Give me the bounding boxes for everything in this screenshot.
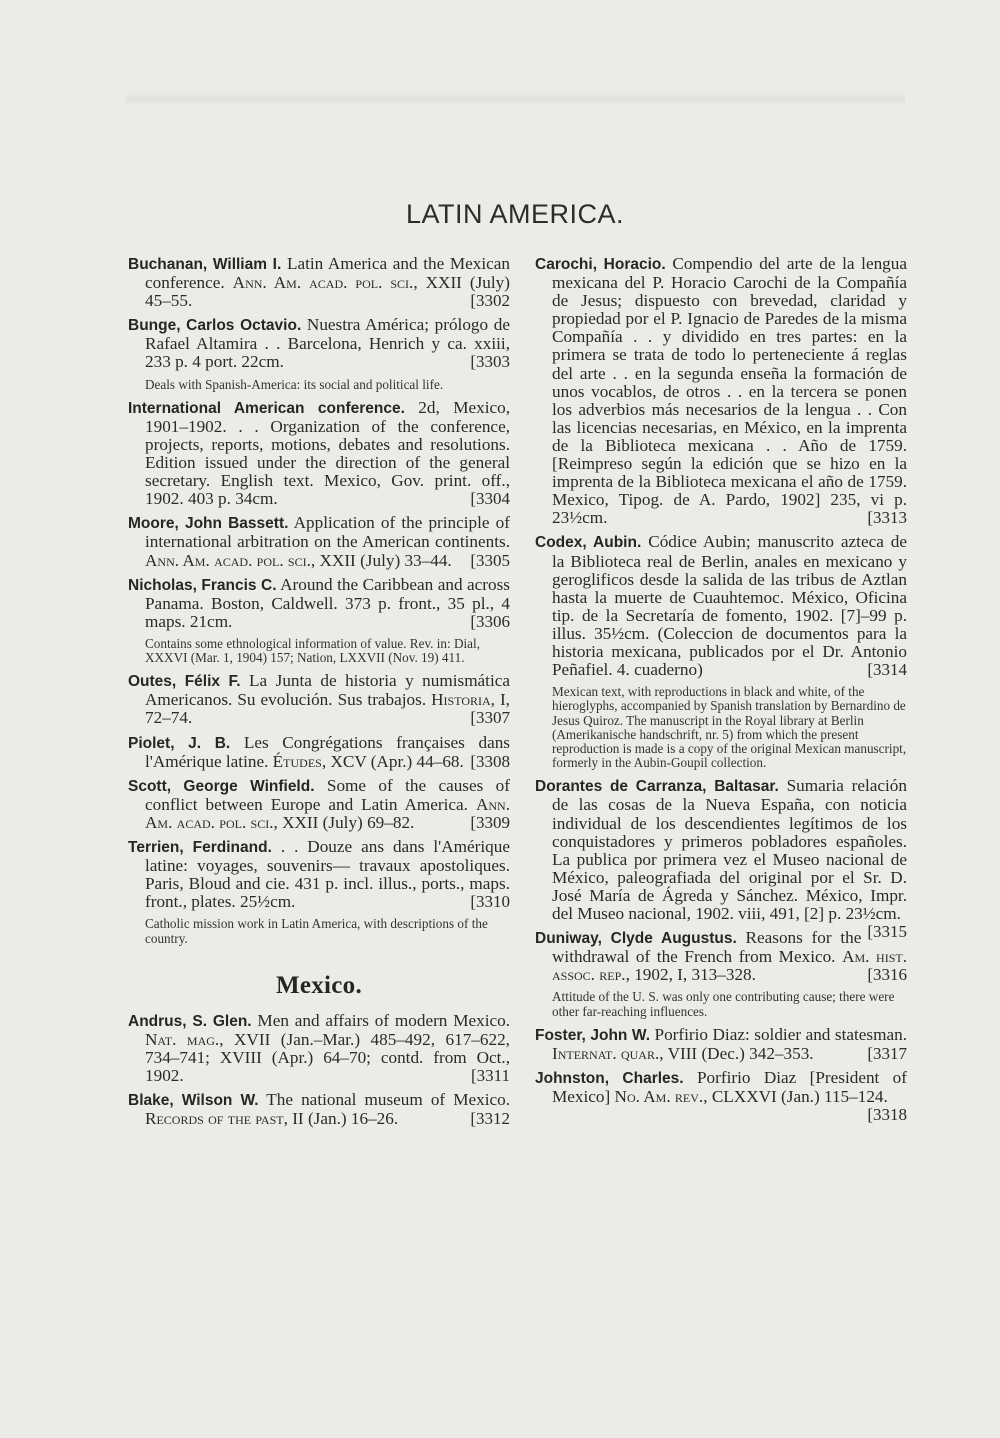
bibliography-entry (128, 1091, 510, 1128)
page-title: LATIN AMERICA. (405, 199, 625, 229)
entry-number: [3306 (470, 611, 510, 631)
left-entry-list (128, 255, 510, 946)
entry-text: Men and affairs of modern Mexico. (251, 1010, 510, 1030)
entry-note: Mexican text, with reproductions in black and white, of the hieroglyphs, accompanied by Spanish translation by Bernardino de Jesus Quiroz. The manuscript in the Royal library at Berlin (Amerikanische handschrift, nr. 5) from which the present reproduction is made is a copy of the original Mexican manuscript, formerly in the Aubin-Goupil collection. (552, 684, 907, 771)
entry-number: [3304 (470, 489, 510, 509)
bibliography-entry (128, 514, 510, 569)
section-heading-mexico: Mexico. (275, 971, 363, 999)
bibliography-entry (128, 734, 510, 771)
entry-note: Catholic mission work in Latin America, with descriptions of the country. (145, 916, 488, 946)
entry-journal: Ann. Am. acad. pol. sci. (232, 273, 414, 293)
bibliography-entry (535, 1068, 908, 1125)
entry-text-continued: , XCV (Apr.) 44–68. (321, 751, 464, 771)
entry-number: [3317 (867, 1043, 907, 1063)
entry-text: 2d, Mexico, 1901–1902. . . Organization of the conference, projects, reports, motions, debates and resolutions. Edition issued under the direction of the general secretary. English text. Mexico, Gov. print. off., 1902. 403 p. 34cm. (145, 397, 510, 509)
entry-text: Around the Caribbean and across Panama. Boston, Caldwell. 373 p. front., 35 pl., 4 maps. 21cm. (145, 574, 510, 631)
entry-text: Application of the principle of international arbitration on the American continents. (145, 513, 510, 552)
entry-journal: No. Am. rev. (614, 1087, 704, 1107)
entry-author: Outes, Félix F. (128, 673, 241, 691)
entry-text-continued: , XXII (July) 45–55. (145, 273, 510, 311)
entry-author: Foster, John W. (535, 1026, 650, 1044)
entry-text: Códice Aubin; manuscrito azteca de la Biblioteca real de Berlin, anales en mexicano y geroglificos desde la salida de las tribus de Aztlan hasta la muerte de Cuauhtemoc. México, Oficina tip. de la Secretaría de fomento, 1902. [7]–99 p. illus. 35½cm. (Coleccion de documentos para la historia mexicana, publicados por el Dr. Antonio Peñafiel. 4. cuaderno) (552, 532, 907, 680)
entry-number: [3309 (470, 812, 510, 832)
right-entry-list (535, 254, 908, 1125)
entry-number: [3316 (867, 965, 907, 985)
mexico-entry-list (128, 1012, 510, 1129)
entry-text-continued: , VIII (Dec.) 342–353. (659, 1043, 814, 1063)
left-column (128, 255, 510, 1134)
entry-text-continued: , II (Jan.) 16–26. (283, 1109, 399, 1129)
bibliography-entry (128, 255, 510, 310)
bibliography-entry (535, 929, 907, 984)
entry-text-continued: , 1902, I, 313–328. (625, 965, 756, 985)
entry-number: [3303 (470, 352, 510, 372)
entry-author: Bunge, Carlos Octavio. (128, 317, 302, 335)
bibliography-entry (128, 399, 510, 509)
entry-author: Moore, John Bassett. (128, 515, 289, 533)
entry-author: Carochi, Horacio. (535, 256, 666, 273)
entry-text: Latin America and the Mexican conference. (145, 254, 510, 293)
entry-note: Contains some ethnological information of value. Rev. in: Dial, XXXVI (Mar. 1, 1904) 157; Nation, LXXVII (Nov. 19) 411. (145, 635, 480, 666)
entry-text: Some of the causes of conflict between Europe and Latin America. (145, 775, 510, 814)
entry-text: Reasons for the withdrawal of the French from Mexico. (552, 928, 862, 967)
bibliography-entry (128, 838, 510, 911)
entry-number: [3311 (470, 1066, 510, 1086)
entry-text: Porfirio Diaz: soldier and statesman. (650, 1024, 907, 1044)
entry-text: Porfirio Diaz [President of Mexico] (552, 1068, 908, 1107)
entry-author: International American conference. (128, 399, 405, 417)
entry-author: Andrus, S. Glen. (128, 1012, 252, 1030)
bibliography-entry (128, 576, 510, 631)
entry-text: The national museum of Mexico. (258, 1090, 510, 1110)
entry-number: [3315 (867, 922, 907, 942)
bibliography-entry (535, 533, 907, 679)
entry-number: [3312 (470, 1109, 510, 1129)
entry-number: [3307 (470, 708, 510, 728)
bibliography-entry (128, 1012, 510, 1085)
entry-number: [3314 (867, 660, 907, 680)
entry-text: Sumaria relación de las cosas de la Nueva España, con noticia individual de los descendientes legítimos de los conquistadores y primeros pobladores españoles. La publica por primera vez el Museo nacional de México, paleografiada del original por el Sr. D. José María de Ágreda y Sánchez. México, Impr. del Museo nacional, 1902. viii, 491, [2] p. 23½cm. (552, 776, 907, 924)
entry-text: . . Douze ans dans l'Amérique latine: voyages, souvenirs— travaux apostoliques. Paris, Bloud and cie. 431 p. incl. illus., ports., maps. front., plates. 25½cm. (145, 837, 510, 912)
bibliography-entry (128, 316, 510, 371)
faded-running-head (125, 92, 905, 106)
entry-author: Nicholas, Francis C. (128, 576, 277, 594)
entry-author: Piolet, J. B. (128, 734, 231, 752)
bibliography-entry (535, 1026, 907, 1063)
entry-journal: Internat. quar. (552, 1043, 660, 1063)
entry-text: Les Congrégations françaises dans l'Amérique latine. (145, 732, 510, 771)
entry-text: Nuestra América; prólogo de Rafael Altamira . . Barcelona, Henrich y ca. xxiii, 233 p. 4 port. 22cm. (145, 315, 510, 372)
entry-journal: Historia (431, 690, 491, 710)
entry-number: [3305 (470, 550, 510, 570)
entry-author: Johnston, Charles. (535, 1070, 684, 1087)
entry-author: Buchanan, William I. (128, 256, 282, 273)
entry-journal: Nat. mag. (145, 1029, 220, 1049)
entry-author: Codex, Aubin. (535, 534, 642, 552)
entry-number: [3310 (470, 892, 510, 912)
entry-number: [3318 (867, 1105, 907, 1125)
entry-text-continued: , CLXXVI (Jan.) 115–124. (703, 1087, 888, 1107)
entry-author: Dorantes de Carranza, Baltasar. (535, 778, 779, 796)
entry-number: [3313 (867, 508, 907, 528)
entry-text-continued: , XVII (Jan.–Mar.) 485–492, 617–622, 734–741; XVIII (Apr.) 64–70; contd. from Oct., 1902. (145, 1029, 510, 1086)
right-column (535, 255, 907, 1124)
entry-note: Deals with Spanish-America: its social and political life. (145, 376, 444, 392)
entry-journal: Records of the past (145, 1109, 284, 1129)
entry-text-continued: , I, 72–74. (145, 690, 510, 728)
entry-text-continued: , XXII (July) 33–44. (310, 550, 452, 570)
entry-journal: Ann. Am. acad. pol. sci. (145, 794, 510, 832)
entry-journal: Am. hist. assoc. rep. (552, 947, 908, 985)
entry-journal: Études (272, 751, 322, 771)
entry-author: Blake, Wilson W. (128, 1092, 259, 1110)
entry-author: Terrien, Ferdinand. (128, 839, 272, 857)
entry-text: Compendio del arte de la lengua mexicana del P. Horacio Carochi de la Compañía de Jesus; dispuesto con brevedad, claridad y propiedad por el P. Ignacio de Paredes de la misma Compañía . . y dividido en tres partes: en la primera se trata de todo lo perteneciente á reglas del arte . . en la segunda enseña la formación de unos vocablos, de otros . . en la tercera se ponen los adverbios más necesarios de la lengua . . Con las licencias necesarias, en México, en la imprenta de la Biblioteca mexicana . . Año de 1759. [Reimpreso según la edición que se hizo en la imprenta de la Biblioteca mexicana el año de 1759. Mexico, Tipog. de A. Pardo, 1902] 235, vi p. 23½cm. (552, 254, 907, 528)
entry-note: Attitude of the U. S. was only one contributing cause; there were other far-reaching influences. (552, 989, 895, 1019)
entry-text: La Junta de historia y numismática Americanos. Su evolución. Sus trabajos. (145, 671, 510, 710)
entry-text-continued: , XXII (July) 69–82. (273, 812, 415, 832)
bibliography-entry (128, 672, 510, 727)
entry-author: Scott, George Winfield. (128, 777, 315, 795)
entry-journal: Ann. Am. acad. pol. sci. (145, 550, 311, 570)
entry-number: [3302 (470, 291, 510, 311)
bibliography-entry (128, 777, 510, 832)
bibliography-entry (535, 255, 907, 527)
entry-author: Duniway, Clyde Augustus. (535, 930, 737, 948)
entry-number: [3308 (470, 751, 510, 771)
